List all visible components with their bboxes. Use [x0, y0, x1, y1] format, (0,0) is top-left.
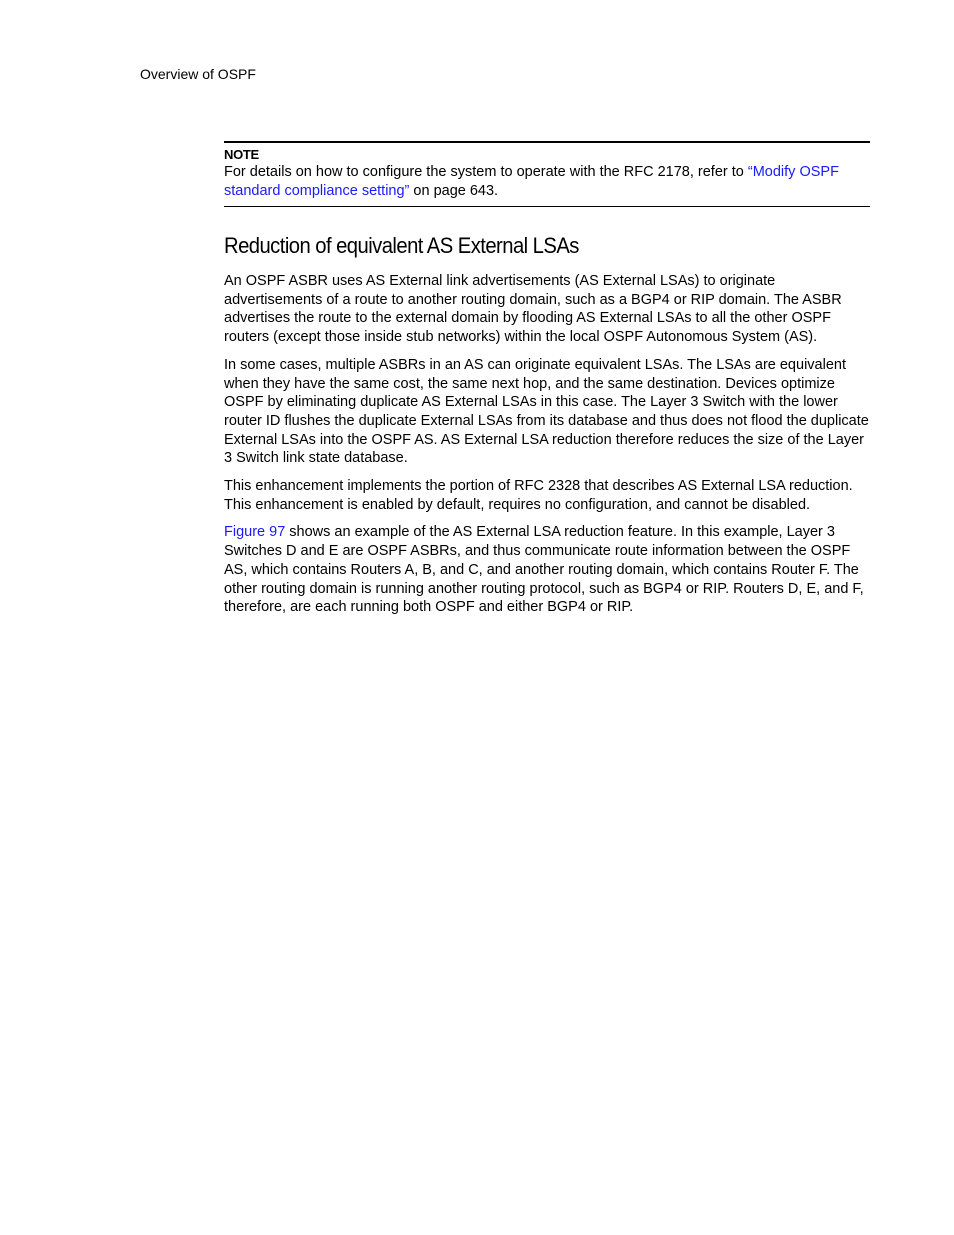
note-text — [224, 163, 870, 201]
note-box — [224, 141, 870, 207]
paragraph-figure-example — [224, 523, 870, 617]
paragraph-enhancement: This enhancement implements the portion of RFC 2328 that describes AS External LSA reduction. This enhancement is enabled by default, requires no configuration, and cannot be disabled. — [224, 478, 853, 513]
section-heading: Reduction of equivalent AS External LSAs — [224, 233, 579, 258]
paragraph-asbr: An OSPF ASBR uses AS External link advertisements (AS External LSAs) to originate advertisements of a route to another routing domain, such as a BGP4 or RIP domain. The ASBR advertises the route to the external domain by flooding AS External LSAs to all the other OSPF routers (except those inside stub networks) within the local OSPF Autonomous System (AS). — [224, 273, 842, 346]
figure-97-link[interactable]: Figure 97 — [224, 524, 286, 541]
section-body — [224, 272, 870, 626]
figure-paragraph-text: shows an example of the AS External LSA reduction feature. In this example, Layer 3 Switches D and E are OSPF ASBRs, and thus communicate route information between the OSPF AS, which contains Routers A, B, and C, and another routing domain, which contains Router F. The other routing domain is running another routing protocol, such as BGP4 or RIP. Routers D, E, and F, therefore, are each running both OSPF and either BGP4 or RIP. — [224, 524, 864, 616]
modify-ospf-compliance-link[interactable]: “Modify OSPF standard compliance setting” — [224, 164, 839, 199]
running-header: Overview of OSPF — [140, 66, 256, 82]
note-text-after: on page 643. — [409, 183, 499, 199]
note-text-before: For details on how to configure the system to operate with the RFC 2178, refer to — [224, 164, 748, 180]
note-label: NOTE — [224, 147, 259, 162]
paragraph-equivalent-lsas: In some cases, multiple ASBRs in an AS can originate equivalent LSAs. The LSAs are equivalent when they have the same cost, the same next hop, and the same destination. Devices optimize OSPF by eliminating duplicate AS External LSAs in this case. The Layer 3 Switch with the lower router ID flushes the duplicate External LSAs from its database and thus does not flood the duplicate External LSAs into the OSPF AS. AS External LSA reduction therefore reduces the size of the Layer 3 Switch link state database. — [224, 356, 869, 467]
